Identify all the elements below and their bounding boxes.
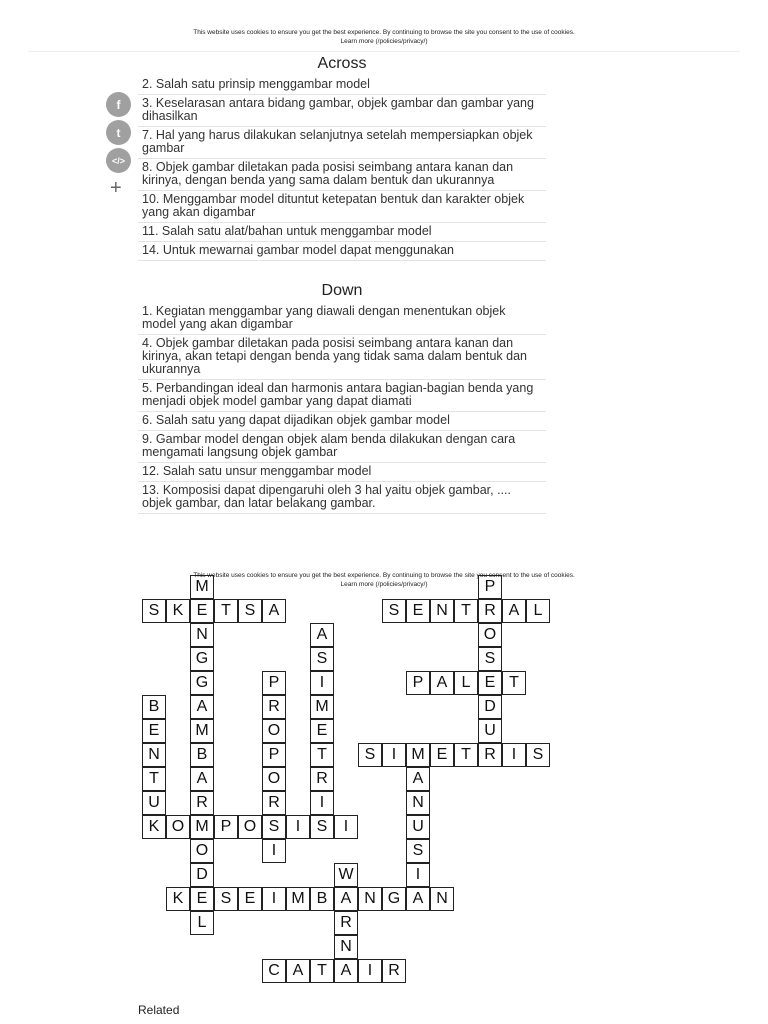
crossword-cell: I xyxy=(262,839,286,863)
crossword-cell: O xyxy=(262,719,286,743)
crossword-cell: G xyxy=(382,887,406,911)
crossword-cell: A xyxy=(262,599,286,623)
crossword-cell: O xyxy=(238,815,262,839)
crossword-cell: M xyxy=(190,719,214,743)
clue-item: 5. Perbandingan ideal dan harmonis antara bagian-bagian benda yang menjadi objek model gambar yang dapat diamati xyxy=(138,380,546,412)
crossword-cell: A xyxy=(334,959,358,983)
clue-item: 9. Gambar model dengan objek alam benda dilakukan dengan cara mengamati langsung objek gambar xyxy=(138,431,546,463)
crossword-cell: I xyxy=(286,815,310,839)
crossword-cell: I xyxy=(406,863,430,887)
crossword-cell: G xyxy=(190,647,214,671)
crossword-cell: I xyxy=(310,671,334,695)
crossword-cell: L xyxy=(454,671,478,695)
crossword-cell: O xyxy=(166,815,190,839)
crossword-cell: I xyxy=(382,743,406,767)
divider xyxy=(28,51,740,52)
crossword-cell: R xyxy=(310,767,334,791)
crossword-cell: I xyxy=(502,743,526,767)
crossword-cell: O xyxy=(478,623,502,647)
clue-item: 13. Komposisi dapat dipengaruhi oleh 3 hal yaitu objek gambar, .... objek gambar, dan latar belakang gambar. xyxy=(138,482,546,514)
crossword-cell: P xyxy=(406,671,430,695)
crossword-cell: T xyxy=(214,599,238,623)
crossword-cell: W xyxy=(334,863,358,887)
across-clue-list xyxy=(138,76,546,261)
crossword-cell: B xyxy=(310,887,334,911)
crossword-cell: N xyxy=(430,887,454,911)
crossword-cell: A xyxy=(286,959,310,983)
crossword-cell: M xyxy=(406,743,430,767)
crossword-cell: D xyxy=(190,863,214,887)
crossword-cell: P xyxy=(214,815,238,839)
crossword-cell: R xyxy=(382,959,406,983)
crossword-cell: M xyxy=(190,575,214,599)
crossword-cell: O xyxy=(262,767,286,791)
crossword-cell: G xyxy=(190,671,214,695)
crossword-cell: T xyxy=(310,743,334,767)
crossword-cell: N xyxy=(334,935,358,959)
crossword-cell: S xyxy=(478,647,502,671)
across-title: Across xyxy=(317,55,367,72)
crossword-cell: M xyxy=(310,695,334,719)
down-title: Down xyxy=(321,282,363,299)
crossword-cell: A xyxy=(334,887,358,911)
crossword-cell: E xyxy=(142,719,166,743)
embed-icon[interactable]: </> xyxy=(106,148,131,173)
clue-item: 3. Keselarasan antara bidang gambar, objek gambar dan gambar yang dihasilkan xyxy=(138,95,546,127)
crossword-cell: A xyxy=(430,671,454,695)
crossword-cell: S xyxy=(214,887,238,911)
crossword-cell: T xyxy=(502,671,526,695)
crossword-cell: M xyxy=(286,887,310,911)
down-clue-list xyxy=(138,303,546,514)
crossword-cell: S xyxy=(310,647,334,671)
crossword-cell: P xyxy=(262,671,286,695)
crossword-cell: N xyxy=(358,887,382,911)
crossword-cell: E xyxy=(406,599,430,623)
crossword-cell: E xyxy=(238,887,262,911)
crossword-cell: S xyxy=(406,839,430,863)
clue-item: 12. Salah satu unsur menggambar model xyxy=(138,463,546,482)
crossword-cell: U xyxy=(406,815,430,839)
clue-item: 1. Kegiatan menggambar yang diawali dengan menentukan objek model yang akan digambar xyxy=(138,303,546,335)
crossword-cell: I xyxy=(310,791,334,815)
crossword-cell: P xyxy=(262,743,286,767)
crossword-cell: T xyxy=(454,599,478,623)
crossword-cell: R xyxy=(334,911,358,935)
crossword-cell: T xyxy=(310,959,334,983)
crossword-cell: A xyxy=(406,767,430,791)
crossword-cell: M xyxy=(190,815,214,839)
clue-item: 8. Objek gambar diletakan pada posisi seimbang antara kanan dan kirinya, dengan benda yang sama dalam bentuk dan ukurannya xyxy=(138,159,546,191)
crossword-cell: B xyxy=(190,743,214,767)
cookie-learn-more-link[interactable]: Learn more (/policies/privacy/) xyxy=(340,581,428,588)
crossword-cell: N xyxy=(190,623,214,647)
cookie-notice xyxy=(0,28,768,46)
clue-item: 7. Hal yang harus dilakukan selanjutnya setelah mempersiapkan objek gambar xyxy=(138,127,546,159)
crossword-cell: U xyxy=(478,719,502,743)
crossword-cell: T xyxy=(142,767,166,791)
crossword-cell: L xyxy=(526,599,550,623)
facebook-icon[interactable]: f xyxy=(106,92,131,117)
crossword-cell: B xyxy=(142,695,166,719)
twitter-icon[interactable]: t xyxy=(106,120,131,145)
crossword-cell: R xyxy=(190,791,214,815)
crossword-cell: N xyxy=(406,791,430,815)
cookie-text: This website uses cookies to ensure you get the best experience. By continuing to browse the site you consent to the use of cookies. xyxy=(193,572,575,579)
crossword-cell: S xyxy=(310,815,334,839)
crossword-cell: K xyxy=(142,815,166,839)
crossword-cell: R xyxy=(262,791,286,815)
crossword-cell: S xyxy=(262,815,286,839)
crossword-cell: E xyxy=(190,599,214,623)
crossword-cell: U xyxy=(142,791,166,815)
clue-item: 4. Objek gambar diletakan pada posisi seimbang antara kanan dan kirinya, akan tetapi dengan benda yang tidak sama dalam bentuk dan ukurannya xyxy=(138,335,546,380)
clue-item: 6. Salah satu yang dapat dijadikan objek gambar model xyxy=(138,412,546,431)
clue-item: 2. Salah satu prinsip menggambar model xyxy=(138,76,546,95)
crossword-cell: E xyxy=(478,671,502,695)
crossword-cell: R xyxy=(478,743,502,767)
crossword-cell: L xyxy=(190,911,214,935)
crossword-cell: C xyxy=(262,959,286,983)
crossword-cell: R xyxy=(478,599,502,623)
crossword-cell: A xyxy=(190,695,214,719)
crossword-cell: I xyxy=(334,815,358,839)
crossword-cell: R xyxy=(262,695,286,719)
crossword-cell: I xyxy=(358,959,382,983)
clue-item: 11. Salah satu alat/bahan untuk menggambar model xyxy=(138,223,546,242)
crossword-cell: S xyxy=(526,743,550,767)
crossword-cell: E xyxy=(430,743,454,767)
crossword-cell: O xyxy=(190,839,214,863)
plus-icon[interactable]: + xyxy=(110,177,122,199)
crossword-cell: S xyxy=(358,743,382,767)
crossword-cell: A xyxy=(406,887,430,911)
clue-item: 14. Untuk mewarnai gambar model dapat menggunakan xyxy=(138,242,546,261)
crossword-cell: S xyxy=(238,599,262,623)
crossword-cell: S xyxy=(382,599,406,623)
crossword-cell: N xyxy=(142,743,166,767)
crossword-cell: A xyxy=(190,767,214,791)
crossword-cell: K xyxy=(166,599,190,623)
crossword-cell: A xyxy=(502,599,526,623)
related-heading: Related xyxy=(138,1003,180,1017)
cookie-notice-overlay xyxy=(0,571,768,589)
crossword-cell: T xyxy=(454,743,478,767)
crossword-cell: P xyxy=(478,575,502,599)
clue-item: 10. Menggambar model dituntut ketepatan bentuk dan karakter objek yang akan digambar xyxy=(138,191,546,223)
crossword-cell: S xyxy=(142,599,166,623)
crossword-cell: D xyxy=(478,695,502,719)
crossword-cell: K xyxy=(166,887,190,911)
crossword-cell: E xyxy=(190,887,214,911)
crossword-cell: N xyxy=(430,599,454,623)
crossword-cell: I xyxy=(262,887,286,911)
crossword-cell: A xyxy=(310,623,334,647)
cookie-learn-more-link[interactable]: Learn more (/policies/privacy/) xyxy=(340,38,428,45)
cookie-text: This website uses cookies to ensure you get the best experience. By continuing to browse the site you consent to the use of cookies. xyxy=(193,29,575,36)
crossword-cell: E xyxy=(310,719,334,743)
